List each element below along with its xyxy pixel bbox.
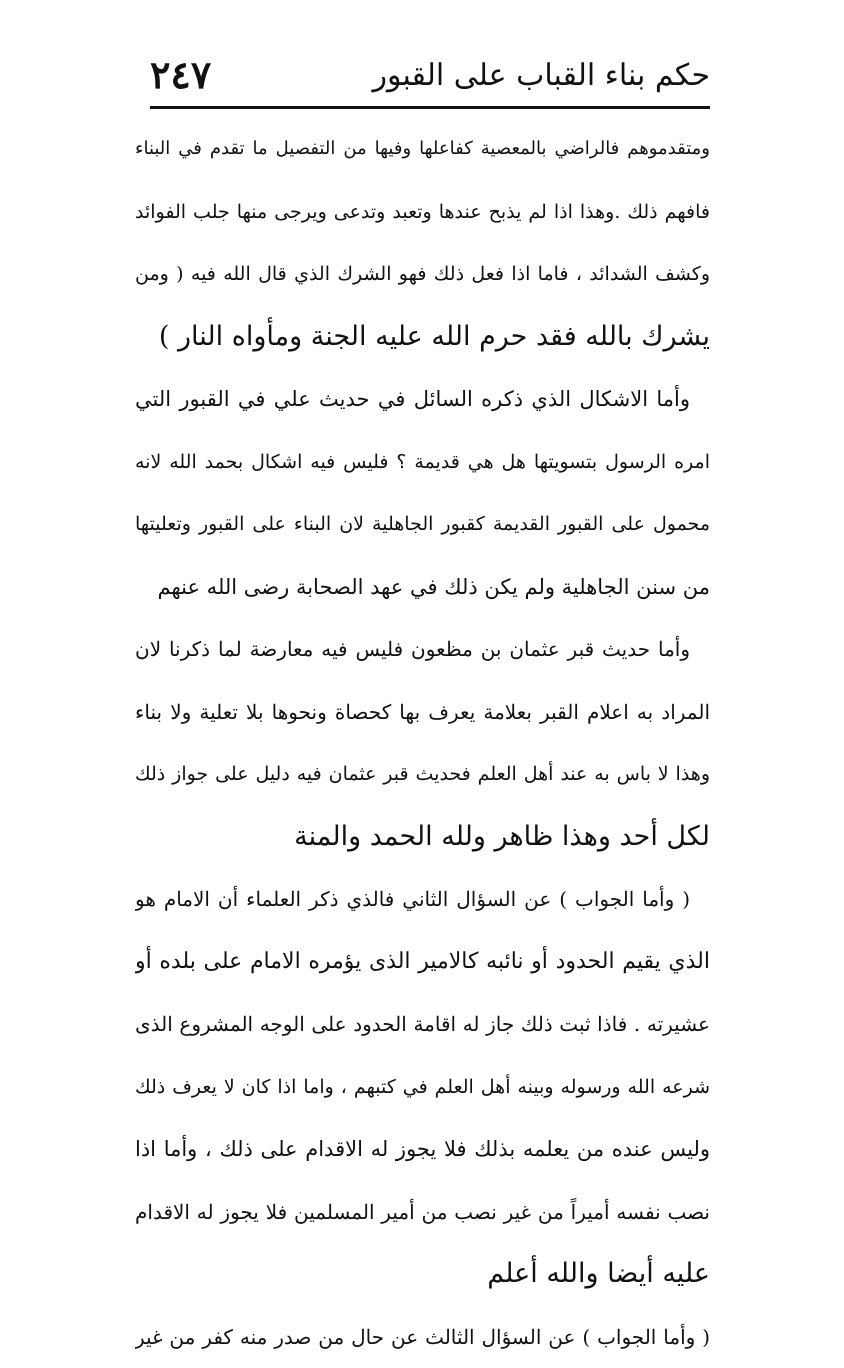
text-line: وهذا لا باس به عند أهل العلم فحديث قبر عثمان فيه دليل على جواز ذلك <box>135 743 710 806</box>
text-line: يشرك بالله فقد حرم الله عليه الجنة ومأواه النار ) <box>135 306 710 369</box>
text-line: وكشف الشدائد ، فاما اذا فعل ذلك فهو الشرك الذي قال الله فيه ( ومن <box>135 243 710 306</box>
text-line: عليه أيضا والله أعلم <box>135 1243 710 1306</box>
text-line: وأما حديث قبر عثمان بن مظعون فليس فيه معارضة لما ذكرنا لان <box>135 618 710 681</box>
text-line: لكل أحد وهذا ظاهر ولله الحمد والمنة <box>135 806 710 869</box>
text-line: من سنن الجاهلية ولم يكن ذلك في عهد الصحابة رضى الله عنهم <box>135 556 710 619</box>
page-number: ٢٤٧ <box>150 52 211 97</box>
text-line: امره الرسول بتسويتها هل هي قديمة ؟ فليس فيه اشكال بحمد الله لانه <box>135 431 710 494</box>
text-line: الذي يقيم الحدود أو نائبه كالامير الذى يؤمره الامام على بلده أو <box>135 931 710 994</box>
text-line: ( وأما الجواب ) عن السؤال الثاني فالذي ذكر العلماء أن الامام هو <box>135 868 710 931</box>
text-line: عشيرته . فاذا ثبت ذلك جاز له اقامة الحدود على الوجه المشروع الذى <box>135 993 710 1056</box>
text-line: شرعه الله ورسوله وبينه أهل العلم في كتبهم ، واما اذا كان لا يعرف ذلك <box>135 1056 710 1119</box>
text-line: نصب نفسه أميراً من غير نصب من أمير المسلمين فلا يجوز له الاقدام <box>135 1181 710 1244</box>
text-line: ومتقدموهم فالراضي بالمعصية كفاعلها وفيها من التفصيل ما تقدم في البناء <box>135 118 710 181</box>
text-line: المراد به اعلام القبر بعلامة يعرف بها كحصاة ونحوها بلا تعلية ولا بناء <box>135 681 710 744</box>
body-text <box>135 118 710 1368</box>
text-line: محمول على القبور القديمة كقبور الجاهلية لان البناء على القبور وتعليتها <box>135 493 710 556</box>
text-line: فافهم ذلك .وهذا اذا لم يذبح عندها وتعبد وتدعى ويرجى منها جلب الفوائد <box>135 181 710 244</box>
text-line: وأما الاشكال الذي ذكره السائل في حديث علي في القبور التي <box>135 368 710 431</box>
page-header <box>150 50 710 109</box>
text-line: ( وأما الجواب ) عن السؤال الثالث عن حال من صدر منه كفر من غير <box>135 1306 710 1368</box>
text-line: وليس عنده من يعلمه بذلك فلا يجوز له الاقدام على ذلك ، وأما اذا <box>135 1118 710 1181</box>
running-title: حكم بناء القباب على القبور <box>373 58 711 93</box>
